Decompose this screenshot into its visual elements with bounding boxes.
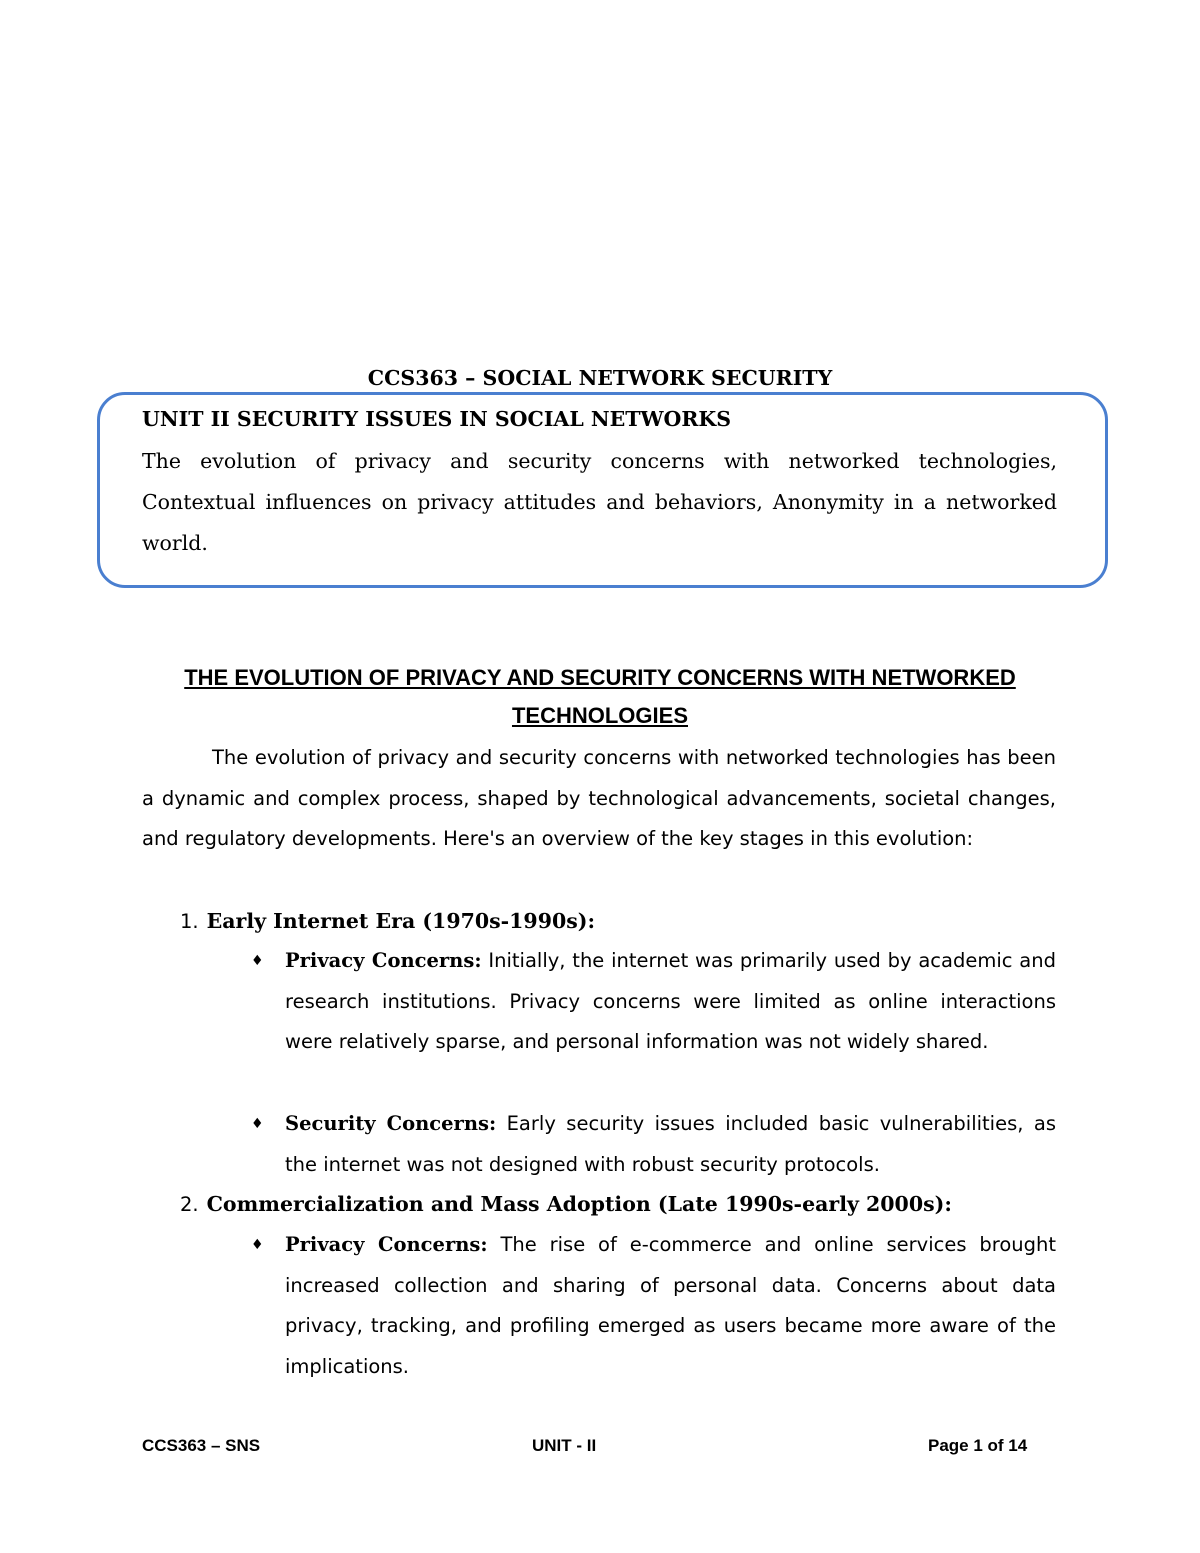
footer-unit: UNIT - II <box>532 1436 597 1455</box>
bullet-label: Privacy Concerns: <box>285 949 482 972</box>
stage-1-title <box>180 901 595 942</box>
bullet-label: Privacy Concerns: <box>285 1233 488 1256</box>
stage-2-bullet-privacy <box>251 1225 1056 1387</box>
stage-title-text: Early Internet Era (1970s-1990s): <box>206 909 596 933</box>
diamond-bullet-icon: ♦ <box>251 953 264 969</box>
bullet-text: Initially, the internet was primarily used by academic and research institutions. Privacy concerns were limited as online interactions were relatively sparse, and personal information was not widely shared. <box>285 949 1056 1054</box>
stage-2-title <box>180 1184 952 1225</box>
unit-description: The evolution of privacy and security concerns with networked technologies, Contextual influences on privacy attitudes and behaviors, Anonymity in a networked world. <box>142 449 1057 555</box>
stage-number: 1. <box>180 910 199 933</box>
stage-1-bullet-security <box>251 1104 1056 1185</box>
section-heading: THE EVOLUTION OF PRIVACY AND SECURITY CONCERNS WITH NETWORKED TECHNOLOGIES <box>184 665 1016 728</box>
diamond-bullet-icon: ♦ <box>251 1116 264 1132</box>
stage-title-text: Commercialization and Mass Adoption (Late 1990s-early 2000s): <box>206 1192 952 1216</box>
document-title: CCS363 – SOCIAL NETWORK SECURITY <box>367 366 833 390</box>
footer-course-code: CCS363 – SNS <box>142 1436 261 1455</box>
footer-page-number: Page 1 of 14 <box>928 1436 1028 1455</box>
bullet-label: Security Concerns: <box>285 1112 497 1135</box>
diamond-bullet-icon: ♦ <box>251 1237 264 1253</box>
unit-heading: UNIT II SECURITY ISSUES IN SOCIAL NETWORKS <box>142 407 732 431</box>
bullet-text: Early security issues included basic vulnerabilities, as the internet was not designed with robust security protocols. <box>285 1112 1056 1176</box>
section-intro-paragraph: The evolution of privacy and security concerns with networked technologies has been a dynamic and complex process, shaped by technological advancements, societal changes, and regulatory developments. Here's an overview of the key stages in this evolution: <box>142 746 1056 851</box>
stage-number: 2. <box>180 1193 199 1216</box>
page-footer <box>0 1431 1200 1461</box>
stage-1-bullet-privacy <box>251 941 1056 1063</box>
bullet-text: The rise of e-commerce and online services brought increased collection and sharing of personal data. Concerns about data privacy, tracking, and profiling emerged as users became more aware of the implications. <box>285 1233 1056 1378</box>
